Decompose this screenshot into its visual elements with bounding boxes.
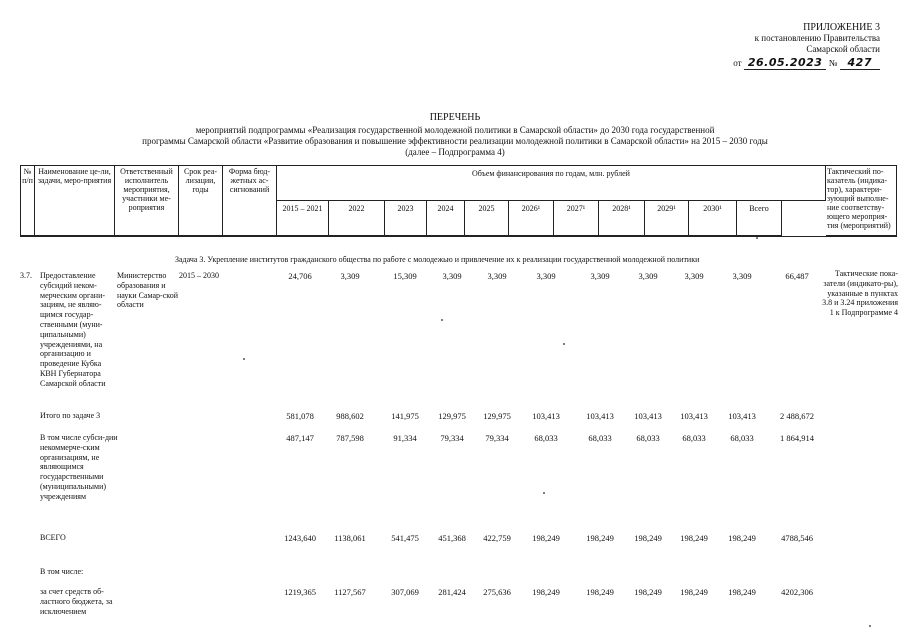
- header-funding: Объем финансирования по годам, млн. рублей: [277, 166, 826, 201]
- value-cell: 198,249: [680, 533, 708, 543]
- value-cell: 103,413: [680, 411, 708, 421]
- header-year: 2026¹: [509, 201, 554, 236]
- date-value: 26.05.2023: [744, 56, 827, 70]
- number-value: 427: [840, 56, 880, 70]
- value-cell: 66,487: [785, 271, 809, 281]
- appendix-block: [700, 22, 880, 69]
- value-cell: 198,249: [728, 533, 756, 543]
- header-form: Форма бюд-жетных ас-сигнований: [223, 166, 277, 236]
- appendix-line-2: к постановлению Правительства: [754, 33, 880, 43]
- row-executor: Министерство образования и науки Самар-ской области: [117, 271, 179, 310]
- row-term: 2015 – 2030: [179, 271, 219, 280]
- value-cell: 3,309: [590, 271, 610, 281]
- row-number: 3.7.: [20, 271, 32, 280]
- value-cell: 3,309: [638, 271, 658, 281]
- value-cell: 198,249: [680, 587, 708, 597]
- value-cell: 3,309: [487, 271, 507, 281]
- value-cell: 487,147: [286, 433, 314, 443]
- value-cell: 3,309: [340, 271, 360, 281]
- title-line-3: (далее – Подпрограмма 4): [405, 147, 505, 157]
- value-cell: 4788,546: [781, 533, 813, 543]
- value-cell: 141,975: [391, 411, 419, 421]
- value-cell: 79,334: [440, 433, 464, 443]
- title-line-2: программы Самарской области «Развитие образования и повышение эффективности реализации молодежной политики в Самарской области» на 2015 – 2030 годы: [142, 136, 768, 146]
- value-cell: 3,309: [732, 271, 752, 281]
- value-cell: 988,602: [336, 411, 364, 421]
- header-year: 2030¹: [689, 201, 737, 236]
- value-cell: 68,033: [682, 433, 706, 443]
- value-cell: 1127,567: [334, 587, 366, 597]
- value-cell: 3,309: [684, 271, 704, 281]
- header-year: 2024: [427, 201, 465, 236]
- document-heading: ПЕРЕЧЕНЬ: [429, 112, 481, 123]
- header-name: Наименование це-ли, задачи, меро-приятия: [35, 166, 115, 236]
- value-cell: 198,249: [532, 533, 560, 543]
- value-cell: 129,975: [483, 411, 511, 421]
- value-cell: 281,424: [438, 587, 466, 597]
- header-year: 2022: [329, 201, 385, 236]
- row-name: В том числе субси-дии некоммерче-ским организациям, не являющимся государственными (муниципальными) учреждениям: [40, 433, 118, 501]
- value-cell: 198,249: [634, 533, 662, 543]
- value-cell: 91,334: [393, 433, 417, 443]
- title-line-1: мероприятий подпрограммы «Реализация государственной молодежной политики в Самарской области» до 2030 года государственной: [195, 125, 715, 135]
- value-cell: 2 488,672: [780, 411, 814, 421]
- value-cell: 68,033: [636, 433, 660, 443]
- row-name: В том числе:: [40, 567, 84, 576]
- header-num: № п/п: [21, 166, 35, 236]
- task-title: Задача 3. Укрепление институтов гражданского общества по работе с молодежью и привлечение их к реализации государственной молодежной политики: [175, 255, 700, 264]
- value-cell: 103,413: [634, 411, 662, 421]
- value-cell: 3,309: [442, 271, 462, 281]
- value-cell: 129,975: [438, 411, 466, 421]
- value-cell: 541,475: [391, 533, 419, 543]
- row-name: Предоставление субсидий неком-мерческим органи-зациям, не являю-щимся государ-ственными (муни-ципальными) учреждениями, на организацию и проведение Кубка КВН Губернатора Самарской области: [40, 271, 106, 388]
- value-cell: 451,368: [438, 533, 466, 543]
- value-cell: 68,033: [534, 433, 558, 443]
- value-cell: 1219,365: [284, 587, 316, 597]
- value-cell: 103,413: [728, 411, 756, 421]
- value-cell: 198,249: [634, 587, 662, 597]
- header-term: Срок реа-лизации, годы: [179, 166, 223, 236]
- number-prefix: №: [828, 58, 838, 68]
- header-year: 2023: [385, 201, 427, 236]
- value-cell: 198,249: [728, 587, 756, 597]
- header-indicator: Тактический по-казатель (индика-тор), характери-зующий выполне-ние соответству-ющего мероприя-тия (мероприятий): [826, 166, 896, 236]
- value-cell: 68,033: [588, 433, 612, 443]
- value-cell: 103,413: [586, 411, 614, 421]
- value-cell: 103,413: [532, 411, 560, 421]
- header-year: 2015 – 2021: [277, 201, 329, 236]
- title-block: [80, 112, 830, 158]
- appendix-date-line: [700, 57, 880, 69]
- date-prefix: от: [733, 58, 742, 68]
- value-cell: 24,706: [288, 271, 312, 281]
- value-cell: 1 864,914: [780, 433, 814, 443]
- value-cell: 307,069: [391, 587, 419, 597]
- appendix-title: ПРИЛОЖЕНИЕ 3: [803, 22, 880, 33]
- row-name: за счет средств об-ластного бюджета, за исключением: [40, 587, 113, 616]
- value-cell: 198,249: [532, 587, 560, 597]
- value-cell: 422,759: [483, 533, 511, 543]
- header-year: 2028¹: [599, 201, 645, 236]
- value-cell: 68,033: [730, 433, 754, 443]
- value-cell: 1243,640: [284, 533, 316, 543]
- value-cell: 275,636: [483, 587, 511, 597]
- value-cell: 787,598: [336, 433, 364, 443]
- value-cell: 4202,306: [781, 587, 813, 597]
- table-header: [20, 165, 897, 237]
- header-year: Всего: [737, 201, 782, 236]
- value-cell: 198,249: [586, 587, 614, 597]
- row-name: Итого по задаче 3: [40, 411, 101, 420]
- row-name: ВСЕГО: [40, 533, 66, 542]
- value-cell: 581,078: [286, 411, 314, 421]
- row-indicator: Тактические пока-затели (индикато-ры), указанные в пунктах 3.8 и 3.24 приложения 1 к Подпрограмме 4: [822, 269, 898, 318]
- value-cell: 1138,061: [334, 533, 366, 543]
- value-cell: 79,334: [485, 433, 509, 443]
- header-year: 2025: [465, 201, 509, 236]
- header-year: 2027¹: [554, 201, 599, 236]
- header-year: 2029¹: [645, 201, 689, 236]
- appendix-line-3: Самарской области: [806, 44, 880, 54]
- value-cell: 198,249: [586, 533, 614, 543]
- value-cell: 3,309: [536, 271, 556, 281]
- value-cell: 15,309: [393, 271, 417, 281]
- header-executor: Ответственный исполнитель мероприятия, участники ме-роприятия: [115, 166, 179, 236]
